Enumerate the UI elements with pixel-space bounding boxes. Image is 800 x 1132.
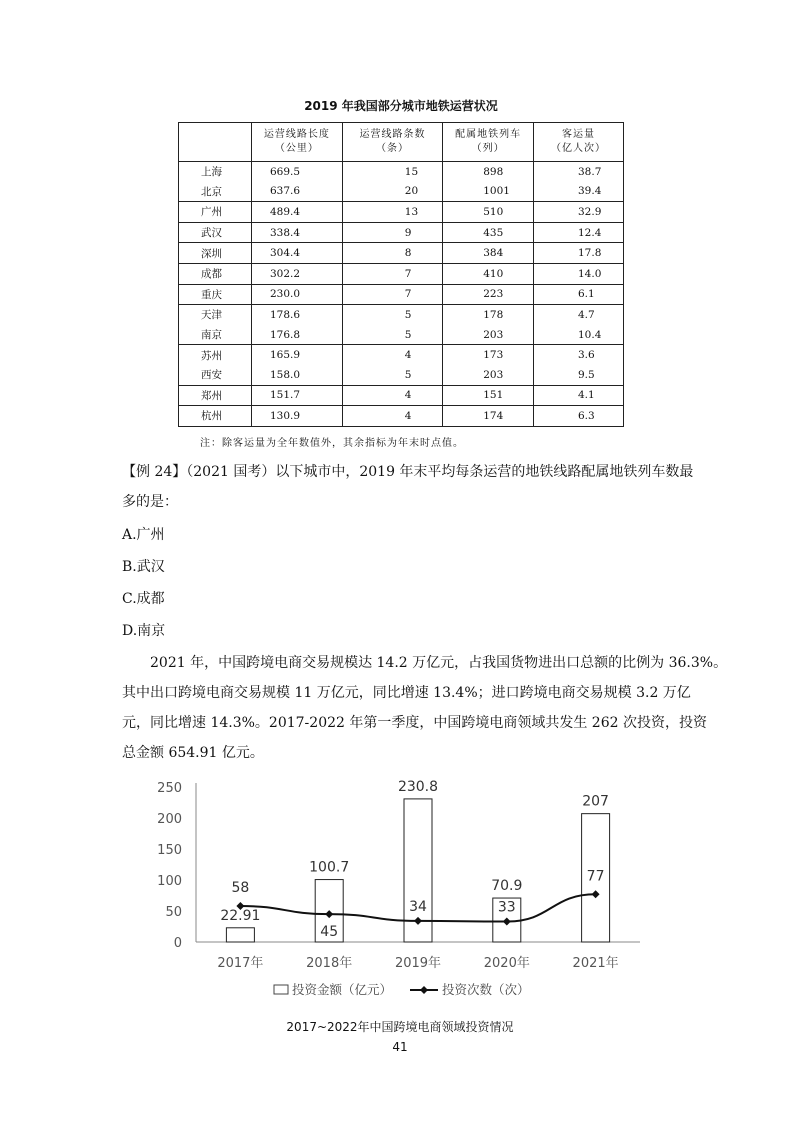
metro-table bbox=[178, 122, 624, 427]
table-cell-length: 130.9 bbox=[252, 406, 343, 427]
line-data-label: 34 bbox=[409, 898, 427, 915]
table-cell-trains: 203 bbox=[443, 365, 534, 385]
table-cell-passengers: 10.4 bbox=[534, 325, 624, 345]
table-cell-city: 北京 bbox=[179, 182, 252, 202]
table-cell-passengers: 4.7 bbox=[534, 305, 624, 325]
table-cell-trains: 510 bbox=[443, 202, 534, 223]
table-cell-lines: 7 bbox=[342, 263, 442, 284]
table-cell-passengers: 14.0 bbox=[534, 263, 624, 284]
table-title: 2019 年我国部分城市地铁运营状况 bbox=[304, 99, 498, 113]
table-cell-city: 苏州 bbox=[179, 345, 252, 365]
line-data-label: 58 bbox=[231, 880, 250, 897]
option-c: C.成都 bbox=[122, 591, 165, 607]
table-cell-city: 南京 bbox=[179, 325, 252, 345]
table-cell-lines: 7 bbox=[342, 284, 442, 305]
option-b: B.武汉 bbox=[122, 559, 165, 575]
header-passengers: 客运量 （亿人次） bbox=[534, 123, 624, 162]
table-cell-city: 深圳 bbox=[179, 243, 252, 264]
table-row bbox=[179, 385, 624, 406]
table-cell-city: 广州 bbox=[179, 202, 252, 223]
paragraph-line1: 2021 年，中国跨境电商交易规模达 14.2 万亿元，占我国货物进出口总额的比例为 36.3%。 bbox=[150, 655, 728, 671]
table-cell-trains: 203 bbox=[443, 325, 534, 345]
legend-label-count: 投资次数（次） bbox=[442, 982, 530, 997]
table-cell-passengers: 39.4 bbox=[534, 182, 624, 202]
y-tick-label: 0 bbox=[173, 936, 182, 951]
x-tick-label: 2019年 bbox=[394, 956, 442, 971]
y-tick-label: 250 bbox=[157, 781, 182, 796]
table-cell-lines: 8 bbox=[342, 243, 442, 264]
table-cell-lines: 20 bbox=[342, 182, 442, 202]
y-tick-label: 200 bbox=[157, 812, 182, 827]
table-cell-passengers: 12.4 bbox=[534, 222, 624, 243]
table-row bbox=[179, 305, 624, 325]
table-cell-trains: 151 bbox=[443, 385, 534, 406]
paragraph-line3: 元，同比增速 14.3%。2017-2022 年第一季度，中国跨境电商领域共发生 262 次投资，投资 bbox=[122, 715, 707, 731]
table-cell-city: 成都 bbox=[179, 263, 252, 284]
investment-chart bbox=[0, 770, 800, 1050]
line-data-label: 33 bbox=[497, 899, 516, 916]
table-cell-passengers: 4.1 bbox=[534, 385, 624, 406]
table-row bbox=[179, 263, 624, 284]
table-cell-city: 重庆 bbox=[179, 284, 252, 305]
option-a: A.广州 bbox=[122, 527, 165, 543]
table-note: 注：除客运量为全年数值外，其余指标为年末时点值。 bbox=[200, 438, 464, 449]
table-cell-passengers: 6.3 bbox=[534, 406, 624, 427]
table-cell-trains: 1001 bbox=[443, 182, 534, 202]
legend-bar-swatch bbox=[274, 985, 288, 994]
table-cell-length: 338.4 bbox=[252, 222, 343, 243]
table-row bbox=[179, 162, 624, 182]
table-cell-lines: 5 bbox=[342, 365, 442, 385]
table-cell-city: 上海 bbox=[179, 162, 252, 182]
table-cell-trains: 173 bbox=[443, 345, 534, 365]
table-cell-passengers: 9.5 bbox=[534, 365, 624, 385]
table-cell-lines: 15 bbox=[342, 162, 442, 182]
table-cell-lines: 9 bbox=[342, 222, 442, 243]
table-cell-passengers: 38.7 bbox=[534, 162, 624, 182]
table-row bbox=[179, 406, 624, 427]
page-number: 41 bbox=[392, 1040, 408, 1054]
table-row bbox=[179, 345, 624, 365]
line-data-label: 45 bbox=[320, 924, 339, 941]
table-row bbox=[179, 182, 624, 202]
table-row bbox=[179, 202, 624, 223]
table-row bbox=[179, 325, 624, 345]
table-cell-passengers: 6.1 bbox=[534, 284, 624, 305]
option-d: D.南京 bbox=[122, 623, 166, 639]
legend-line-marker bbox=[420, 986, 428, 994]
table-cell-length: 302.2 bbox=[252, 263, 343, 284]
table-cell-length: 176.8 bbox=[252, 325, 343, 345]
table-cell-length: 669.5 bbox=[252, 162, 343, 182]
table-cell-city: 天津 bbox=[179, 305, 252, 325]
table-cell-trains: 410 bbox=[443, 263, 534, 284]
table-cell-length: 165.9 bbox=[252, 345, 343, 365]
table-cell-lines: 13 bbox=[342, 202, 442, 223]
table-cell-length: 230.0 bbox=[252, 284, 343, 305]
y-tick-label: 50 bbox=[165, 905, 182, 920]
header-trains: 配属地铁列车 （列） bbox=[443, 123, 534, 162]
table-row bbox=[179, 243, 624, 264]
table-row bbox=[179, 365, 624, 385]
investment-chart-svg bbox=[0, 770, 800, 1015]
table-cell-length: 158.0 bbox=[252, 365, 343, 385]
bar-data-label: 22.91 bbox=[220, 907, 261, 924]
table-cell-lines: 5 bbox=[342, 325, 442, 345]
header-lines: 运营线路条数 （条） bbox=[342, 123, 442, 162]
table-cell-city: 郑州 bbox=[179, 385, 252, 406]
table-cell-city: 杭州 bbox=[179, 406, 252, 427]
table-cell-trains: 384 bbox=[443, 243, 534, 264]
header-city bbox=[179, 123, 252, 162]
x-tick-label: 2018年 bbox=[306, 956, 353, 971]
table-cell-length: 489.4 bbox=[252, 202, 343, 223]
table-row bbox=[179, 284, 624, 305]
line-data-label: 77 bbox=[586, 868, 605, 885]
table-cell-length: 637.6 bbox=[252, 182, 343, 202]
table-row bbox=[179, 222, 624, 243]
legend-label-amount: 投资金额（亿元） bbox=[292, 982, 393, 997]
table-cell-trains: 435 bbox=[443, 222, 534, 243]
x-tick-label: 2020年 bbox=[483, 956, 530, 971]
bar-data-label: 70.9 bbox=[491, 878, 523, 895]
table-cell-lines: 5 bbox=[342, 305, 442, 325]
y-tick-label: 150 bbox=[157, 843, 182, 858]
table-cell-lines: 4 bbox=[342, 385, 442, 406]
bar-investment-amount bbox=[226, 928, 254, 942]
table-cell-length: 178.6 bbox=[252, 305, 343, 325]
table-cell-city: 武汉 bbox=[179, 222, 252, 243]
table-cell-lines: 4 bbox=[342, 406, 442, 427]
bar-data-label: 207 bbox=[582, 793, 609, 810]
table-cell-trains: 898 bbox=[443, 162, 534, 182]
table-header-row bbox=[179, 123, 624, 162]
question-stem-line2: 多的是： bbox=[122, 494, 178, 510]
chart-caption: 2017~2022年中国跨境电商领域投资情况 bbox=[286, 1020, 514, 1034]
x-tick-label: 2021年 bbox=[572, 956, 619, 971]
y-tick-label: 100 bbox=[157, 874, 182, 889]
header-length: 运营线路长度 （公里） bbox=[252, 123, 343, 162]
table-cell-passengers: 32.9 bbox=[534, 202, 624, 223]
bar-data-label: 100.7 bbox=[309, 859, 350, 876]
table-cell-length: 151.7 bbox=[252, 385, 343, 406]
table-cell-passengers: 3.6 bbox=[534, 345, 624, 365]
table-cell-trains: 223 bbox=[443, 284, 534, 305]
paragraph-line4: 总金额 654.91 亿元。 bbox=[122, 745, 264, 761]
table-cell-lines: 4 bbox=[342, 345, 442, 365]
question-stem-line1: 【例 24】（2021 国考）以下城市中，2019 年末平均每条运营的地铁线路配属地铁列车数最 bbox=[122, 464, 694, 480]
table-cell-trains: 178 bbox=[443, 305, 534, 325]
x-tick-label: 2017年 bbox=[217, 956, 264, 971]
bar-data-label: 230.8 bbox=[397, 778, 439, 795]
table-cell-city: 西安 bbox=[179, 365, 252, 385]
table-cell-trains: 174 bbox=[443, 406, 534, 427]
paragraph-line2: 其中出口跨境电商交易规模 11 万亿元，同比增速 13.4%；进口跨境电商交易规模 3.2 万亿 bbox=[122, 685, 691, 701]
table-cell-passengers: 17.8 bbox=[534, 243, 624, 264]
table-cell-length: 304.4 bbox=[252, 243, 343, 264]
